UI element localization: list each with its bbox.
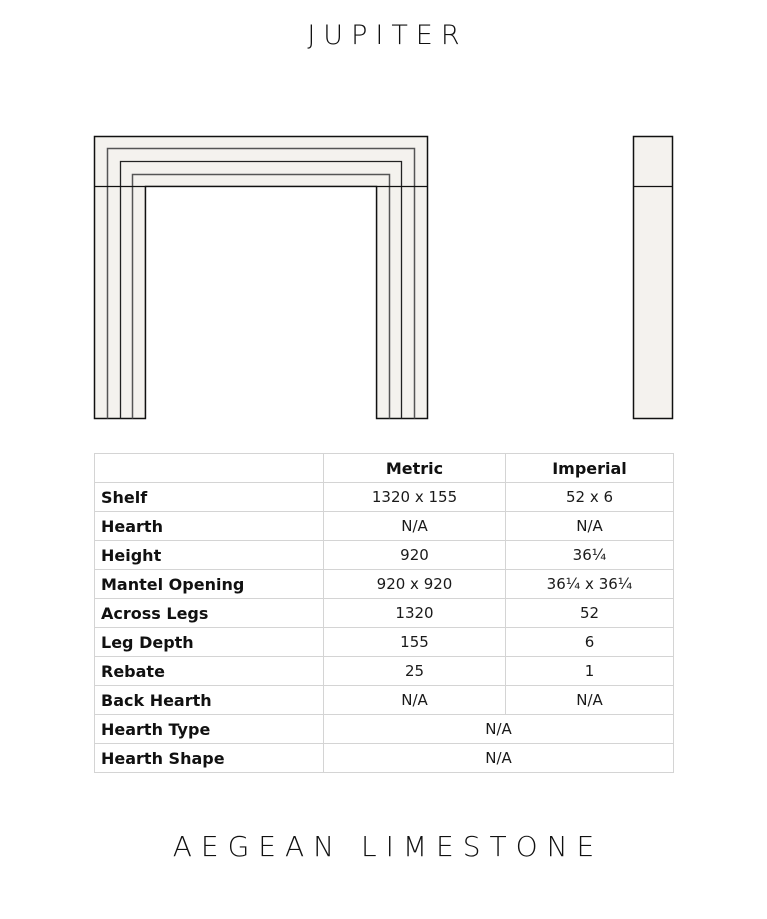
row-label: Across Legs bbox=[95, 599, 324, 628]
imperial-value: 52 bbox=[506, 599, 674, 628]
front-elevation bbox=[95, 137, 428, 420]
specifications-table bbox=[94, 453, 674, 773]
header-empty bbox=[95, 454, 324, 483]
imperial-value: N/A bbox=[506, 686, 674, 715]
row-label: Mantel Opening bbox=[95, 570, 324, 599]
row-label: Hearth bbox=[95, 512, 324, 541]
imperial-value: 36¼ bbox=[506, 541, 674, 570]
imperial-value: N/A bbox=[506, 512, 674, 541]
table-row bbox=[95, 599, 674, 628]
mantel-drawing bbox=[0, 0, 767, 440]
merged-value: N/A bbox=[324, 715, 674, 744]
metric-value: 1320 x 155 bbox=[324, 483, 506, 512]
row-label: Shelf bbox=[95, 483, 324, 512]
header-metric: Metric bbox=[324, 454, 506, 483]
imperial-value: 6 bbox=[506, 628, 674, 657]
imperial-value: 52 x 6 bbox=[506, 483, 674, 512]
merged-value: N/A bbox=[324, 744, 674, 773]
row-label: Rebate bbox=[95, 657, 324, 686]
imperial-value: 36¼ x 36¼ bbox=[506, 570, 674, 599]
row-label: Back Hearth bbox=[95, 686, 324, 715]
side-elevation bbox=[634, 137, 673, 419]
row-label: Height bbox=[95, 541, 324, 570]
table-row bbox=[95, 657, 674, 686]
metric-value: 920 bbox=[324, 541, 506, 570]
header-imperial: Imperial bbox=[506, 454, 674, 483]
metric-value: N/A bbox=[324, 512, 506, 541]
metric-value: 920 x 920 bbox=[324, 570, 506, 599]
table-row bbox=[95, 628, 674, 657]
row-label: Hearth Type bbox=[95, 715, 324, 744]
row-label: Leg Depth bbox=[95, 628, 324, 657]
table-row bbox=[95, 570, 674, 599]
imperial-value: 1 bbox=[506, 657, 674, 686]
row-label: Hearth Shape bbox=[95, 744, 324, 773]
table-row-merged bbox=[95, 715, 674, 744]
table-row-merged bbox=[95, 744, 674, 773]
metric-value: 155 bbox=[324, 628, 506, 657]
metric-value: 1320 bbox=[324, 599, 506, 628]
metric-value: N/A bbox=[324, 686, 506, 715]
material-name: AEGEAN LIMESTONE bbox=[172, 830, 604, 863]
product-title: JUPITER bbox=[307, 20, 468, 51]
table-header-row bbox=[95, 454, 674, 483]
table-row bbox=[95, 512, 674, 541]
table-row bbox=[95, 541, 674, 570]
table-row bbox=[95, 483, 674, 512]
metric-value: 25 bbox=[324, 657, 506, 686]
table-row bbox=[95, 686, 674, 715]
